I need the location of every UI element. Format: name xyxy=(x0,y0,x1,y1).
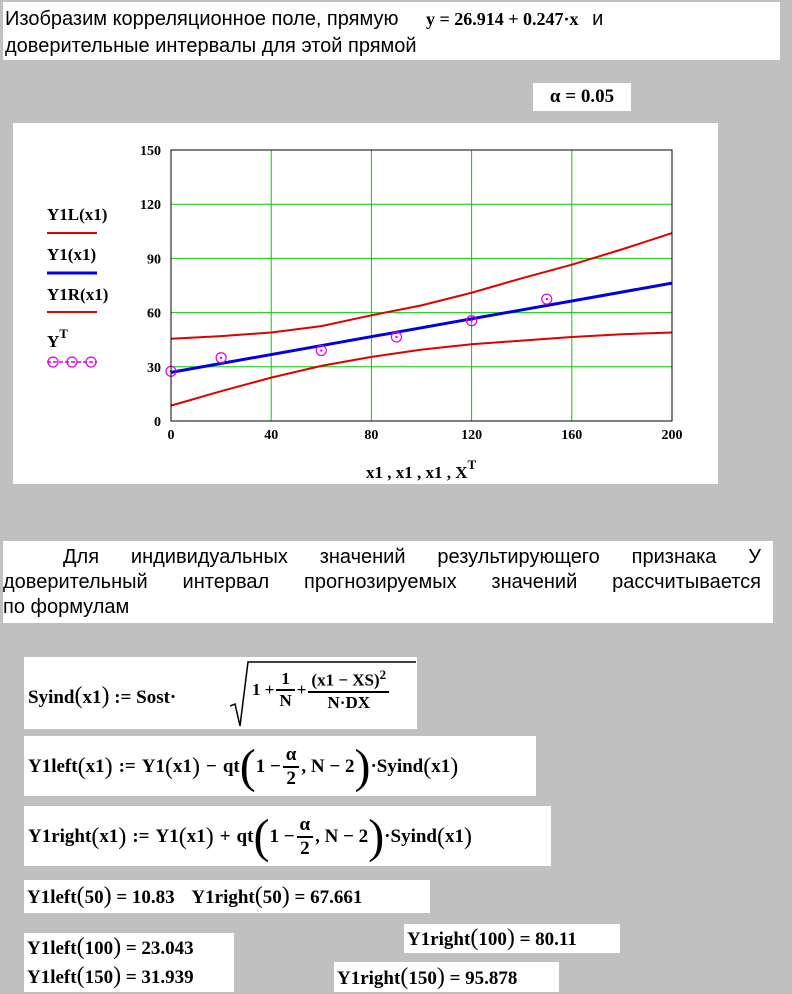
para-line2: доверительный интервал прогнозируемых значений рассчитывается xyxy=(3,571,761,593)
x-tick-label: 80 xyxy=(364,428,379,443)
x-tick-label: 160 xyxy=(561,428,583,443)
result-left50: Y1left(50) = 10.83 xyxy=(27,883,175,909)
x-tick-label: 200 xyxy=(661,428,683,443)
y-tick-label: 60 xyxy=(147,306,161,322)
para-line1: Для индивидуальных значений результирующего признака У xyxy=(63,546,761,568)
para-line3: по формулам xyxy=(3,596,130,618)
result-right50: Y1right(50) = 67.661 xyxy=(191,883,363,909)
chart-region[interactable] xyxy=(13,123,718,484)
legend-marker-yt xyxy=(47,357,97,367)
formula-y1left[interactable]: Y1left ( x1 ) := Y1 ( x1 ) − qt ( 1 − $\frac{\alpha}{2}$ , N − 2 ) ·Syind ( x1 ) xyxy=(24,736,536,796)
data-point-center xyxy=(470,320,472,322)
result-50[interactable] xyxy=(24,880,430,913)
plot-frame xyxy=(171,150,672,421)
intro-conj: и xyxy=(592,8,604,30)
result-right150[interactable]: Y1right(150) = 95.878 xyxy=(334,962,559,992)
x-tick-label: 0 xyxy=(167,428,175,443)
result-right100[interactable]: Y1right(100) = 80.11 xyxy=(404,924,620,953)
data-point-center xyxy=(546,298,548,300)
chart-grid xyxy=(171,150,672,421)
y-tick-label: 120 xyxy=(140,198,161,214)
series-line-2 xyxy=(171,233,672,339)
result-left-100-150[interactable] xyxy=(24,933,234,992)
data-point-center xyxy=(220,357,222,359)
intro-line2: доверительные интервалы для этой прямой xyxy=(5,35,417,57)
data-point-center xyxy=(320,349,322,351)
chart-ticks xyxy=(140,144,683,443)
chart-legend xyxy=(47,205,108,367)
result-left100: Y1left(100) = 23.043 xyxy=(27,934,194,960)
intro-text-block xyxy=(3,2,780,60)
chart-series xyxy=(166,233,672,406)
correlation-chart[interactable] xyxy=(13,123,718,484)
y-tick-label: 30 xyxy=(147,360,161,376)
series-line-0 xyxy=(171,332,672,405)
alpha-definition xyxy=(533,83,631,111)
x-tick-label: 40 xyxy=(264,428,279,443)
y-tick-label: 0 xyxy=(154,415,161,430)
formula-y1right[interactable]: Y1right ( x1 ) := Y1 ( x1 ) + qt ( 1 − $\frac{\alpha}{2}$ , N − 2 ) ·Syind ( x1 ) xyxy=(24,806,551,866)
result-left150: Y1left(150) = 31.939 xyxy=(27,963,194,989)
y-tick-label: 150 xyxy=(140,144,161,159)
formula-description xyxy=(3,541,773,623)
formula-syind[interactable]: Syind(x1) := Sost· 1 + $\frac{1}{N}$ + $\frac{(x1 - XS)^2}{N\cdot DX}$ xyxy=(24,657,417,729)
legend-item-yt: $Y^T$ xyxy=(47,326,68,351)
data-point-center xyxy=(395,336,397,338)
alpha-value: α = 0.05 xyxy=(549,86,615,107)
legend-item-y1r: Y1R(x1) xyxy=(47,285,109,304)
x-axis-label: x1 , x1 , x1 , $X^T$ xyxy=(366,457,477,482)
legend-item-y1: Y1(x1) xyxy=(47,245,97,264)
intro-equation: y = 26.914 + 0.247·x xyxy=(426,9,579,29)
legend-item-y1l: Y1L(x1) xyxy=(47,205,108,224)
series-line-1 xyxy=(171,283,672,372)
y-tick-label: 90 xyxy=(147,252,161,268)
intro-line1: Изобразим корреляционное поле, прямую xyxy=(5,8,399,30)
x-tick-label: 120 xyxy=(461,428,483,443)
